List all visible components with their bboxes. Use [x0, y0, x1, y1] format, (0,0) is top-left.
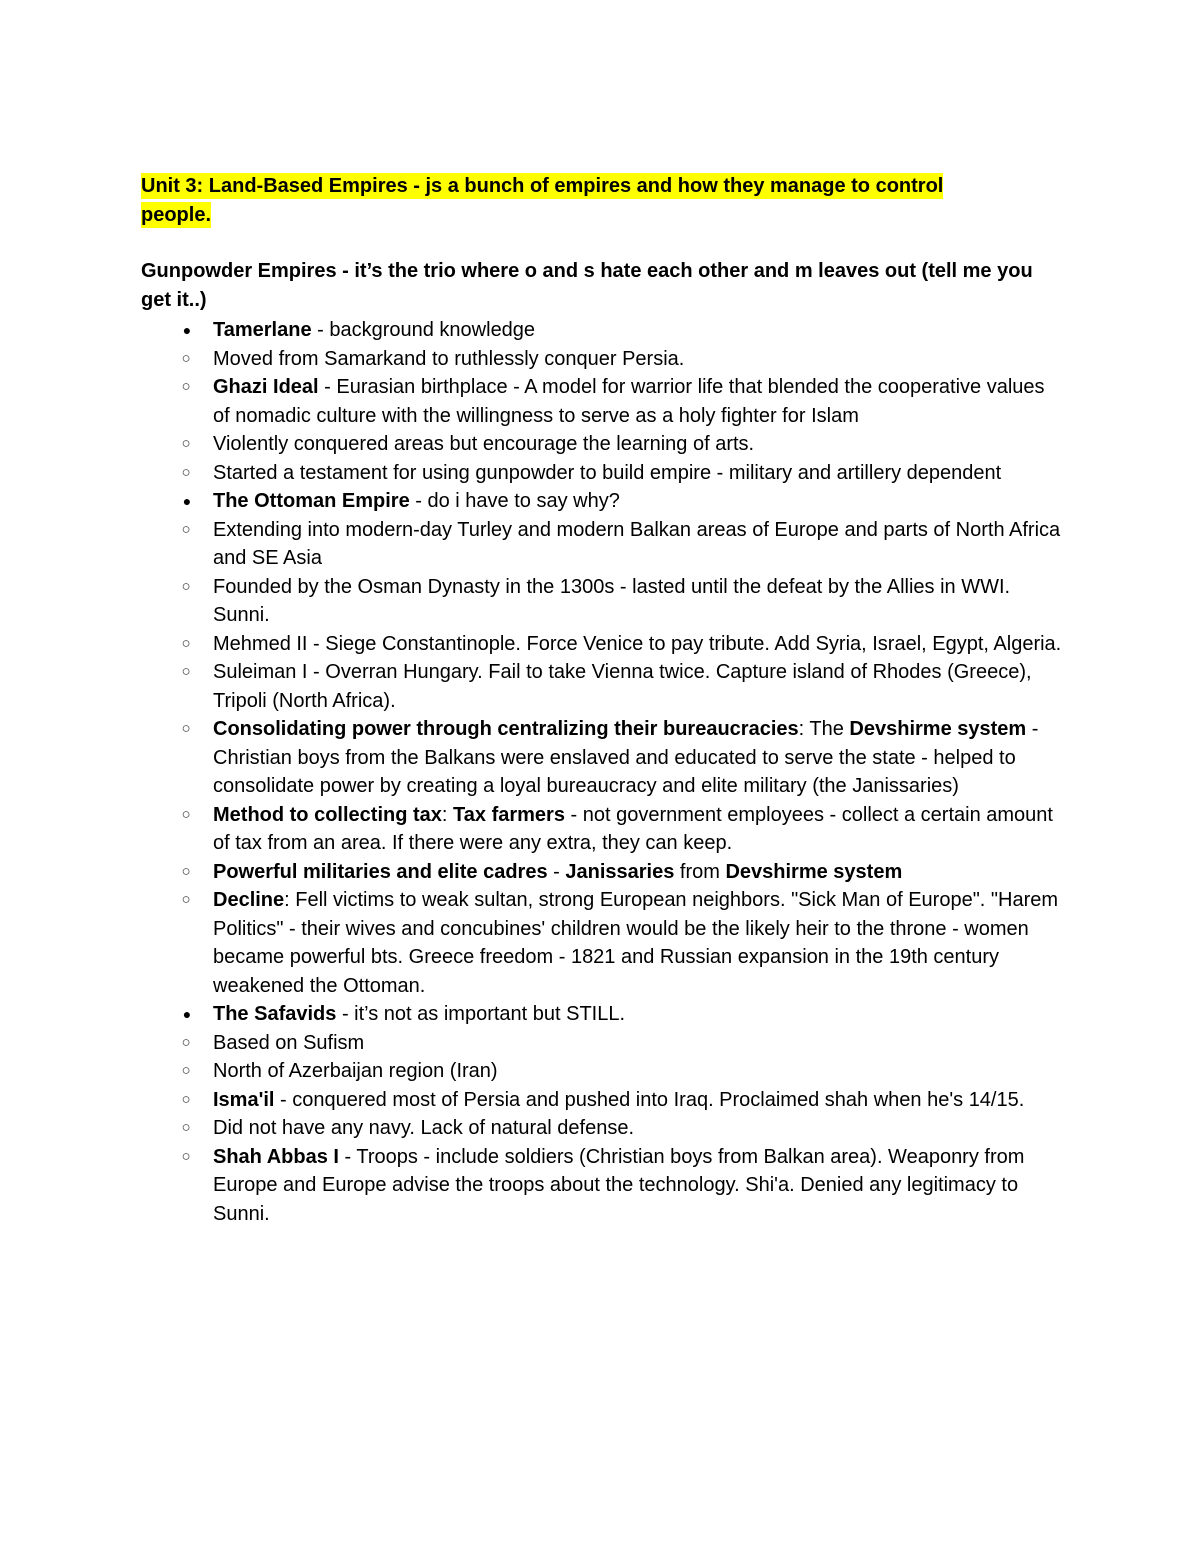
item-bold-term: Devshirme system: [849, 718, 1027, 740]
sub-list-item: [143, 630, 1066, 659]
sub-list-tamerlane: [143, 345, 1066, 488]
sub-list-item: [143, 373, 1066, 430]
sub-list-item: [143, 430, 1066, 459]
spacer: [141, 229, 1066, 257]
item-text: Moved from Samarkand to ruthlessly conquer Persia.: [213, 347, 685, 370]
item-text: - conquered most of Persia and pushed into Iraq. Proclaimed shah when he's 14/15.: [274, 1088, 1025, 1111]
item-text: - do i have to say why?: [409, 490, 620, 512]
item-text: Started a testament for using gunpowder to build empire - military and artillery dependent: [213, 461, 1002, 484]
circle-bullet-icon: ○: [181, 862, 191, 880]
circle-bullet-icon: ○: [181, 349, 191, 367]
item-text: Did not have any navy. Lack of natural defense.: [213, 1117, 635, 1139]
item-bold-term: Devshirme system: [725, 860, 903, 883]
sub-list-item: [143, 345, 1066, 374]
item-heading: The Safavids: [213, 1003, 337, 1025]
item-text: from: [674, 860, 726, 883]
list-item-ottoman: [141, 487, 1066, 1000]
sub-list-ottoman: [143, 516, 1066, 1001]
circle-bullet-icon: ○: [181, 1033, 191, 1051]
title-highlight: [141, 173, 943, 228]
item-text: :: [441, 803, 454, 826]
circle-bullet-icon: ○: [181, 577, 191, 595]
circle-bullet-icon: ○: [181, 1090, 191, 1108]
sub-list-item: [143, 1114, 1066, 1143]
section-subtitle: Gunpowder Empires - it’s the trio where o and s hate each other and m leaves out (tell me you get it..): [141, 260, 1033, 311]
item-bold-term: Consolidating power through centralizing their bureaucracies: [213, 718, 799, 740]
bullet-icon: ●: [182, 493, 192, 509]
sub-list-item: [143, 459, 1066, 488]
document-title: [141, 172, 1066, 229]
circle-bullet-icon: ○: [181, 720, 191, 737]
circle-bullet-icon: ○: [181, 634, 191, 652]
item-bold-term: Ghazi Ideal: [213, 376, 319, 398]
circle-bullet-icon: ○: [181, 891, 191, 908]
sub-list-item: [143, 858, 1066, 887]
sub-list-item: [143, 658, 1066, 715]
item-text: : The: [798, 718, 850, 740]
sub-list-item: [143, 573, 1066, 630]
empire-list: [141, 316, 1066, 1228]
item-text: Based on Sufism: [213, 1031, 365, 1054]
item-text: - not government employees - collect a certain amount of tax from an area. If there were any extra, they can keep.: [213, 803, 1053, 854]
sub-list-item: [143, 801, 1066, 858]
sub-list-item: [143, 516, 1066, 573]
item-text: : Fell victims to weak sultan, strong European neighbors. "Sick Man of Europe". "Harem Politics" - their wives and concubines' children would be the likely heir to the throne - women became powerful bts. Greece freedom - 1821 and Russian expansion in the 19th century weakened the Ottoman.: [213, 889, 1059, 997]
sub-list-item: [143, 1057, 1066, 1086]
circle-bullet-icon: ○: [181, 1119, 191, 1136]
sub-list-safavids: [143, 1029, 1066, 1229]
list-item-safavids: [141, 1000, 1066, 1228]
item-heading: Tamerlane: [213, 319, 312, 341]
sub-list-item: [143, 715, 1066, 801]
circle-bullet-icon: ○: [181, 663, 191, 680]
item-bold-term: Shah Abbas I: [213, 1145, 339, 1168]
item-text: Extending into modern-day Turley and modern Balkan areas of Europe and parts of North Africa and SE Asia: [213, 518, 1061, 569]
circle-bullet-icon: ○: [181, 1062, 191, 1079]
title-line-2: people.: [141, 203, 212, 226]
bullet-icon: ●: [182, 1006, 192, 1022]
item-text: Mehmed II - Siege Constantinople. Force Venice to pay tribute. Add Syria, Israel, Egypt, Algeria.: [213, 632, 1062, 655]
circle-bullet-icon: ○: [181, 805, 191, 823]
item-text: - background knowledge: [311, 319, 536, 341]
sub-list-item: [143, 1086, 1066, 1115]
circle-bullet-icon: ○: [181, 463, 191, 481]
item-bold-term: Tax farmers: [453, 803, 565, 826]
item-text: - Troops - include soldiers (Christian boys from Balkan area). Weaponry from Europe and Europe advise the troops about the technology. Shi'a. Denied any legitimacy to Sunni.: [213, 1145, 1025, 1225]
item-bold-term: Isma'il: [213, 1088, 275, 1111]
list-item-tamerlane: [141, 316, 1066, 487]
circle-bullet-icon: ○: [181, 435, 191, 452]
item-text: Founded by the Osman Dynasty in the 1300s - lasted until the defeat by the Allies in WWI. Sunni.: [213, 575, 1011, 626]
item-text: Violently conquered areas but encourage the learning of arts.: [213, 433, 755, 455]
item-bold-term: Method to collecting tax: [213, 803, 442, 826]
title-line-1: Unit 3: Land-Based Empires - js a bunch of empires and how they manage to control: [141, 175, 944, 197]
circle-bullet-icon: ○: [181, 378, 191, 395]
document-page: [141, 172, 1066, 1228]
item-heading: The Ottoman Empire: [213, 490, 410, 512]
sub-list-item: [143, 1143, 1066, 1229]
item-text: - Christian boys from the Balkans were enslaved and educated to serve the state - helped to consolidate power by creating a loyal bureaucracy and elite military (the Janissaries): [213, 718, 1039, 797]
item-text: - Eurasian birthplace - A model for warrior life that blended the cooperative values of nomadic culture with the willingness to serve as a holy fighter for Islam: [213, 376, 1045, 427]
item-text: North of Azerbaijan region (Iran): [213, 1060, 498, 1082]
circle-bullet-icon: ○: [181, 1147, 191, 1165]
circle-bullet-icon: ○: [181, 520, 191, 538]
sub-list-item: [143, 1029, 1066, 1058]
item-bold-term: Janissaries: [565, 860, 675, 883]
bullet-icon: ●: [182, 322, 192, 338]
sub-list-item: [143, 886, 1066, 1000]
item-text: - it’s not as important but STILL.: [336, 1003, 626, 1025]
item-text: -: [547, 860, 566, 883]
item-bold-term: Powerful militaries and elite cadres: [213, 860, 548, 883]
item-bold-term: Decline: [213, 889, 285, 911]
item-text: Suleiman I - Overran Hungary. Fail to take Vienna twice. Capture island of Rhodes (Greece), Tripoli (North Africa).: [213, 661, 1032, 712]
